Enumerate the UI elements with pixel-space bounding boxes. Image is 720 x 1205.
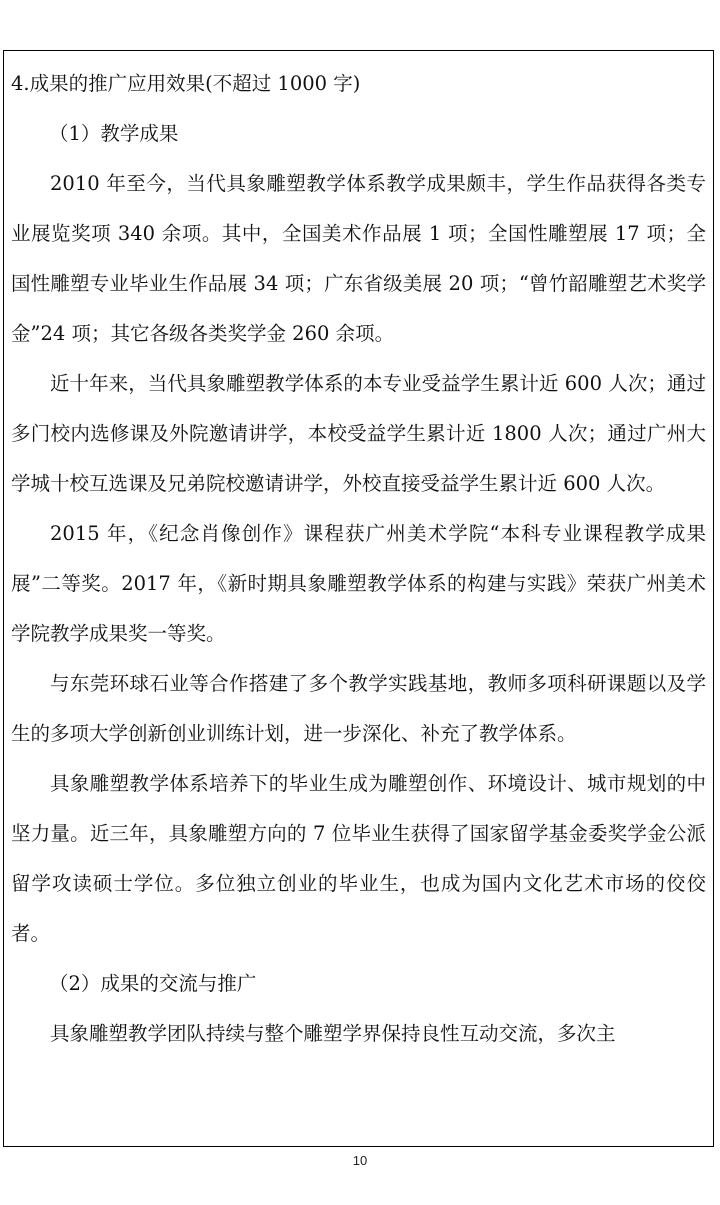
paragraph-practice-bases: 与东莞环球石业等合作搭建了多个教学实践基地，教师多项科研课题以及学生的多项大学创新创业训练计划，进一步深化、补充了教学体系。 — [11, 672, 706, 745]
subheading-exchange-promotion: （2）成果的交流与推广 — [49, 972, 257, 995]
section-heading: 4.成果的推广应用效果(不超过 1000 字) — [11, 72, 361, 95]
document-body — [11, 59, 706, 1059]
paragraph-exchange: 具象雕塑教学团队持续与整个雕塑学界保持良性互动交流，多次主 — [50, 1022, 616, 1045]
paragraph-course-awards: 2015 年，《纪念肖像创作》课程获广州美术学院“本科专业课程教学成果展”二等奖。2017 年，《新时期具象雕塑教学体系的构建与实践》荣获广州美术学院教学成果奖一等奖。 — [11, 522, 706, 645]
content-frame — [3, 50, 714, 1147]
paragraph-beneficiaries: 近十年来，当代具象雕塑教学体系的本专业受益学生累计近 600 人次；通过多门校内选修课及外院邀请讲学，本校受益学生累计近 1800 人次；通过广州大学城十校互选课及兄弟院校邀请讲学，外校直接受益学生累计近 600 人次。 — [11, 372, 706, 495]
paragraph-graduates: 具象雕塑教学体系培养下的毕业生成为雕塑创作、环境设计、城市规划的中坚力量。近三年，具象雕塑方向的 7 位毕业生获得了国家留学基金委奖学金公派留学攻读硕士学位。多位独立创业的毕业生，也成为国内文化艺术市场的佼佼者。 — [11, 772, 706, 945]
page-number: 10 — [352, 1153, 368, 1168]
subheading-teaching-results: （1）教学成果 — [49, 122, 179, 145]
paragraph-awards: 2010 年至今，当代具象雕塑教学体系教学成果颇丰，学生作品获得各类专业展览奖项 340 余项。其中，全国美术作品展 1 项；全国性雕塑展 17 项；全国性雕塑专业毕业生作品展 34 项；广东省级美展 20 项；“曾竹韶雕塑艺术奖学金”24 项；其它各级各类奖学金 260 余项。 — [11, 172, 706, 345]
